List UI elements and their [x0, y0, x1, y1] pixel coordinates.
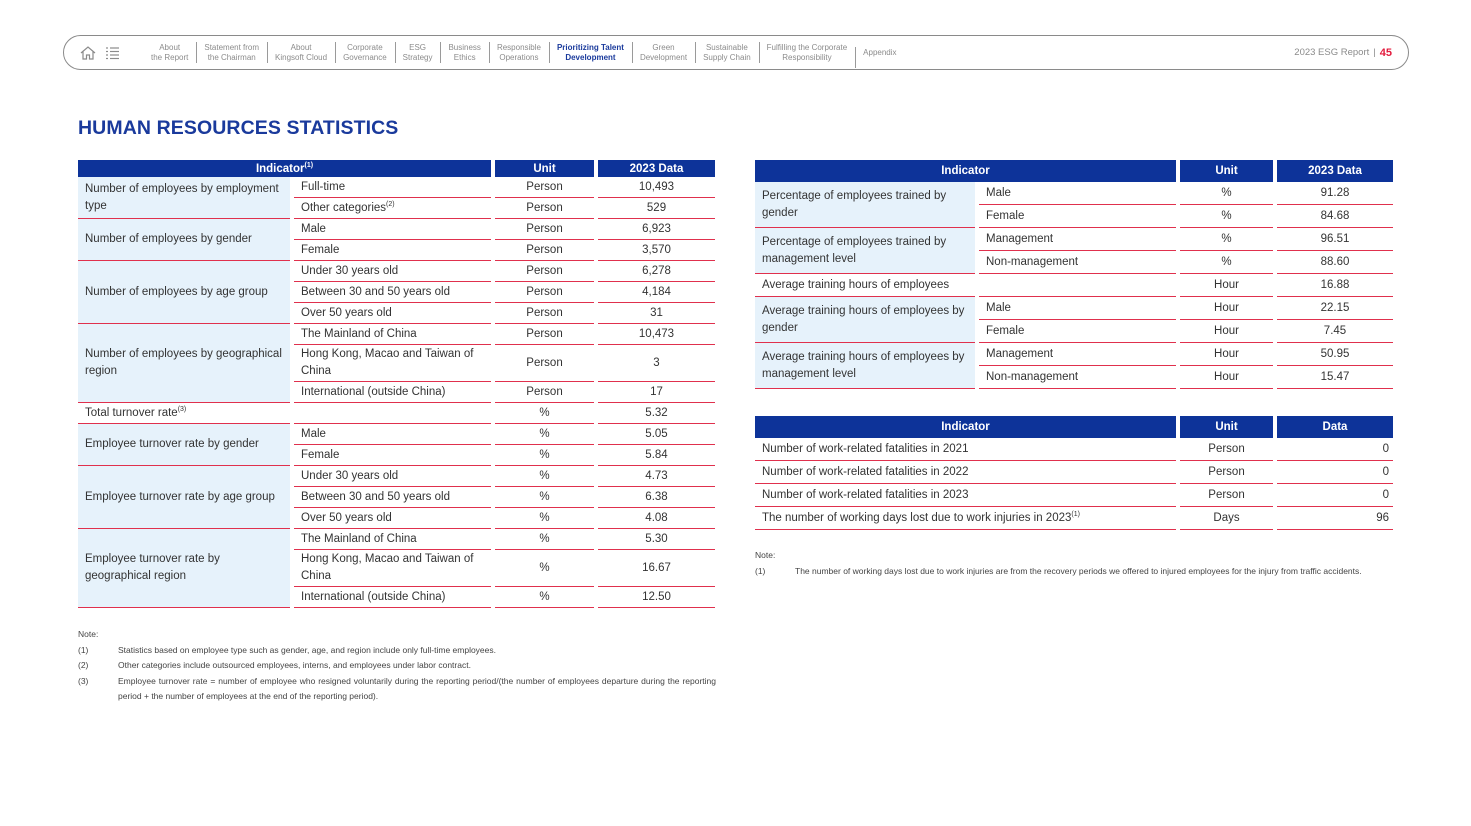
note-key: (2)	[78, 660, 89, 670]
unit-cell: Person	[495, 261, 594, 282]
training-table	[751, 160, 1397, 389]
nav-item[interactable]: Prioritizing Talent Development	[549, 43, 632, 63]
value-cell: 5.30	[598, 529, 715, 550]
indicator-label: Number of employees by employment type	[85, 182, 279, 212]
table-row	[78, 403, 715, 424]
page-separator: |	[1373, 47, 1376, 58]
sub-category-label: Female	[986, 209, 1025, 222]
sub-category-label: Between 30 and 50 years old	[301, 490, 450, 503]
indicator-cell	[78, 403, 290, 424]
value-cell: 12.50	[598, 587, 715, 608]
sub-category-label: Management	[986, 232, 1054, 245]
nav-item[interactable]: About Kingsoft Cloud	[267, 43, 335, 63]
footnote-marker: (2)	[386, 200, 395, 208]
value-cell: 96.51	[1277, 228, 1393, 251]
value-cell: 50.95	[1277, 343, 1393, 366]
table-row	[78, 177, 715, 198]
note-text: The number of working days lost due to work injuries are from the recovery periods we offered to injured employees for the injury from traffic accidents.	[795, 565, 1362, 576]
report-label: 2023 ESG Report	[1294, 47, 1370, 58]
sub-category-cell	[294, 198, 491, 219]
nav-item[interactable]: Statement from the Chairman	[196, 43, 267, 63]
page-indicator	[1294, 36, 1392, 69]
unit-cell: Person	[495, 240, 594, 261]
sub-category-label: The Mainland of China	[301, 327, 417, 340]
value-cell: 5.84	[598, 445, 715, 466]
value-cell: 0	[1277, 438, 1393, 461]
table-row	[78, 261, 715, 282]
sub-category-cell	[294, 529, 491, 550]
note-key: (1)	[755, 565, 766, 576]
indicator-label: Number of work-related fatalities in 2023	[762, 488, 969, 501]
unit-cell: Person	[495, 219, 594, 240]
sub-category-label: Hong Kong, Macao and Taiwan of China	[301, 348, 474, 377]
home-icon[interactable]	[79, 45, 97, 61]
unit-cell: %	[495, 529, 594, 550]
sub-category-cell	[294, 508, 491, 529]
indicator-label: Average training hours of employees by management level	[762, 350, 965, 380]
note-text: Other categories include outsourced employees, interns, and employees under labor contract.	[118, 660, 471, 670]
unit-cell: Hour	[1180, 274, 1273, 297]
indicator-cell	[78, 529, 290, 608]
top-navigation-bar	[63, 35, 1409, 70]
header-indicator: Indicator	[755, 160, 1176, 182]
header-data: 2023 Data	[1277, 160, 1393, 182]
sub-category-cell	[294, 445, 491, 466]
sub-category-cell	[979, 182, 1176, 205]
sub-category-label: Other categories	[301, 201, 387, 214]
value-cell: 91.28	[1277, 182, 1393, 205]
table-header-row	[78, 160, 715, 177]
value-cell: 6.38	[598, 487, 715, 508]
unit-cell: Person	[1180, 461, 1273, 484]
nav-item[interactable]: Fulfilling the Corporate Responsibility	[759, 43, 855, 63]
sub-category-cell	[979, 205, 1176, 228]
value-cell: 84.68	[1277, 205, 1393, 228]
unit-cell: %	[1180, 182, 1273, 205]
value-cell: 10,473	[598, 324, 715, 345]
sub-category-label: Hong Kong, Macao and Taiwan of China	[301, 553, 474, 582]
note-item	[78, 643, 716, 659]
sub-category-cell	[294, 303, 491, 324]
nav-item[interactable]: Corporate Governance	[335, 43, 395, 63]
table-row	[78, 466, 715, 487]
note-text: Employee turnover rate = number of employee who resigned voluntarily during the reporting period/(the number of employees departure during the reporting period + the number of employees at the end of the reporting period).	[118, 675, 716, 701]
value-cell: 16.88	[1277, 274, 1393, 297]
table-row	[755, 182, 1393, 205]
indicator-cell	[78, 324, 290, 403]
indicator-cell	[755, 438, 1176, 461]
notes-left	[78, 627, 716, 705]
indicator-cell	[755, 461, 1176, 484]
indicator-label: Employee turnover rate by gender	[85, 438, 259, 450]
sub-category-cell	[294, 466, 491, 487]
sub-category-cell	[294, 177, 491, 198]
indicator-label: Number of employees by geographical region	[85, 348, 282, 377]
unit-cell: Person	[1180, 484, 1273, 507]
unit-cell: Person	[495, 177, 594, 198]
header-indicator: Indicator$^{(1)}$	[78, 160, 491, 177]
indicator-cell	[78, 177, 290, 219]
sub-category-cell	[979, 320, 1176, 343]
sub-category-cell	[294, 324, 491, 345]
table-row	[755, 484, 1393, 507]
safety-table	[751, 416, 1397, 530]
indicator-cell	[755, 343, 975, 389]
indicator-cell	[755, 507, 1176, 530]
sub-category-cell	[979, 297, 1176, 320]
unit-cell: Person	[495, 382, 594, 403]
indicator-label: Employee turnover rate by geographical region	[85, 553, 220, 582]
sub-category-label: Non-management	[986, 370, 1079, 383]
value-cell: 17	[598, 382, 715, 403]
sub-category-label: International (outside China)	[301, 590, 446, 603]
indicator-cell	[78, 219, 290, 261]
note-label: Note:	[78, 629, 99, 639]
indicator-cell	[78, 466, 290, 529]
notes-right	[755, 548, 1385, 579]
sub-category-cell	[979, 274, 1176, 297]
sub-category-label: Full-time	[301, 180, 346, 193]
unit-cell: Hour	[1180, 366, 1273, 389]
indicator-label: Number of work-related fatalities in 2021	[762, 442, 969, 455]
header-data: 2023 Data	[598, 160, 715, 177]
table-row	[755, 507, 1393, 530]
table-header-row	[755, 416, 1393, 438]
unit-cell: Days	[1180, 507, 1273, 530]
sub-category-cell	[979, 228, 1176, 251]
note-key: (1)	[78, 644, 89, 655]
unit-cell: Person	[1180, 438, 1273, 461]
value-cell: 15.47	[1277, 366, 1393, 389]
note-item	[78, 674, 716, 705]
sub-category-cell	[979, 251, 1176, 274]
value-cell: 4,184	[598, 282, 715, 303]
indicator-label: The number of working days lost due to work injuries in 2023	[762, 511, 1072, 524]
table-row	[755, 343, 1393, 366]
header-indicator: Indicator	[755, 416, 1176, 438]
value-cell: 0	[1277, 484, 1393, 507]
sub-category-cell	[979, 366, 1176, 389]
table-row	[755, 297, 1393, 320]
sub-category-label: Under 30 years old	[301, 264, 399, 277]
unit-cell: %	[495, 508, 594, 529]
table-header-row	[755, 160, 1393, 182]
indicator-label: Number of work-related fatalities in 2022	[762, 465, 969, 478]
sub-category-cell	[294, 403, 491, 424]
indicator-cell	[755, 274, 975, 297]
menu-list-icon[interactable]	[105, 46, 120, 60]
table-row	[78, 424, 715, 445]
unit-cell: Person	[495, 303, 594, 324]
value-cell: 4.73	[598, 466, 715, 487]
value-cell: 5.32	[598, 403, 715, 424]
value-cell: 5.05	[598, 424, 715, 445]
value-cell: 88.60	[1277, 251, 1393, 274]
value-cell: 96	[1277, 507, 1393, 530]
sub-category-cell	[294, 424, 491, 445]
unit-cell: %	[1180, 228, 1273, 251]
sub-category-cell	[294, 550, 491, 587]
sub-category-cell	[294, 282, 491, 303]
table-row	[755, 274, 1393, 297]
note-text: Statistics based on employee type such as gender, age, and region include only full-time employees.	[118, 644, 497, 655]
sub-category-cell	[294, 345, 491, 382]
indicator-cell	[78, 424, 290, 466]
unit-cell: %	[495, 403, 594, 424]
unit-cell: %	[1180, 205, 1273, 228]
sub-category-label: Male	[986, 301, 1011, 314]
table-row	[78, 324, 715, 345]
sub-category-cell	[294, 487, 491, 508]
nav-section-list	[143, 36, 905, 69]
indicator-cell	[755, 297, 975, 343]
sub-category-label: Female	[986, 324, 1025, 337]
unit-cell: %	[495, 424, 594, 445]
unit-cell: %	[1180, 251, 1273, 274]
sub-category-cell	[294, 219, 491, 240]
sub-category-label: Female	[301, 448, 340, 461]
sub-category-label: Management	[986, 347, 1054, 360]
value-cell: 0	[1277, 461, 1393, 484]
value-cell: 16.67	[598, 550, 715, 587]
unit-cell: Person	[495, 345, 594, 382]
sub-category-label: Over 50 years old	[301, 306, 392, 319]
indicator-label: Average training hours of employees by gender	[762, 304, 965, 334]
value-cell: 31	[598, 303, 715, 324]
header-data: Data	[1277, 416, 1393, 438]
header-unit: Unit	[495, 160, 594, 177]
unit-cell: %	[495, 550, 594, 587]
indicator-label: Number of employees by age group	[85, 285, 268, 298]
indicator-label: Average training hours of employees	[762, 278, 950, 291]
sub-category-cell	[979, 343, 1176, 366]
page-number: 45	[1379, 46, 1392, 59]
value-cell: 3,570	[598, 240, 715, 261]
unit-cell: Person	[495, 324, 594, 345]
human-resources-table	[74, 160, 719, 608]
indicator-cell	[755, 228, 975, 274]
indicator-cell	[755, 484, 1176, 507]
sub-category-label: Male	[301, 427, 326, 440]
unit-cell: Hour	[1180, 320, 1273, 343]
indicator-cell	[78, 261, 290, 324]
value-cell: 529	[598, 198, 715, 219]
indicator-label: Percentage of employees trained by gender	[762, 189, 947, 219]
indicator-label: Employee turnover rate by age group	[85, 490, 275, 503]
sub-category-label: Male	[301, 222, 326, 235]
sub-category-label: Male	[986, 186, 1011, 199]
unit-cell: %	[495, 466, 594, 487]
nav-item[interactable]: Business Ethics	[440, 43, 488, 63]
value-cell: 4.08	[598, 508, 715, 529]
footnote-marker: (3)	[177, 405, 187, 413]
header-unit: Unit	[1180, 416, 1273, 438]
sub-category-label: Under 30 years old	[301, 469, 399, 482]
table-row	[755, 228, 1393, 251]
unit-cell: Hour	[1180, 297, 1273, 320]
sub-category-label: Non-management	[986, 255, 1079, 268]
table-row	[755, 461, 1393, 484]
unit-cell: Hour	[1180, 343, 1273, 366]
sub-category-label: The Mainland of China	[301, 532, 417, 545]
sub-category-label: Female	[301, 243, 340, 256]
table-row	[755, 438, 1393, 461]
nav-item[interactable]: Green Development	[632, 43, 695, 63]
sub-category-cell	[294, 587, 491, 608]
unit-cell: %	[495, 445, 594, 466]
nav-item[interactable]: Sustainable Supply Chain	[695, 43, 759, 63]
value-cell: 10,493	[598, 177, 715, 198]
value-cell: 6,923	[598, 219, 715, 240]
indicator-label: Percentage of employees trained by management level	[762, 235, 947, 265]
note-item	[755, 564, 1385, 580]
unit-cell: %	[495, 587, 594, 608]
nav-item[interactable]: ESG Strategy	[395, 43, 441, 63]
table-row	[78, 219, 715, 240]
sub-category-label: International (outside China)	[301, 385, 446, 398]
indicator-label: Total turnover rate	[85, 406, 178, 419]
header-unit: Unit	[1180, 160, 1273, 182]
value-cell: 6,278	[598, 261, 715, 282]
footnote-marker: (1)	[1071, 510, 1080, 518]
sub-category-cell	[294, 382, 491, 403]
page-title: HUMAN RESOURCES STATISTICS	[78, 117, 399, 139]
sub-category-cell	[294, 261, 491, 282]
unit-cell: Person	[495, 198, 594, 219]
table-row	[78, 529, 715, 550]
sub-category-label: Between 30 and 50 years old	[301, 285, 450, 298]
unit-cell: %	[495, 487, 594, 508]
indicator-cell	[755, 182, 975, 228]
value-cell: 22.15	[1277, 297, 1393, 320]
value-cell: 7.45	[1277, 320, 1393, 343]
note-key: (3)	[78, 675, 89, 686]
nav-item[interactable]: Responsible Operations	[489, 43, 549, 63]
unit-cell: Person	[495, 282, 594, 303]
nav-item[interactable]: About the Report	[151, 42, 189, 62]
value-cell: 3	[598, 345, 715, 382]
note-item	[78, 658, 716, 674]
sub-category-label: Over 50 years old	[301, 511, 392, 524]
indicator-label: Number of employees by gender	[85, 233, 252, 245]
nav-item[interactable]: Appendix	[855, 48, 904, 58]
note-label: Note:	[755, 550, 776, 560]
sub-category-cell	[294, 240, 491, 261]
